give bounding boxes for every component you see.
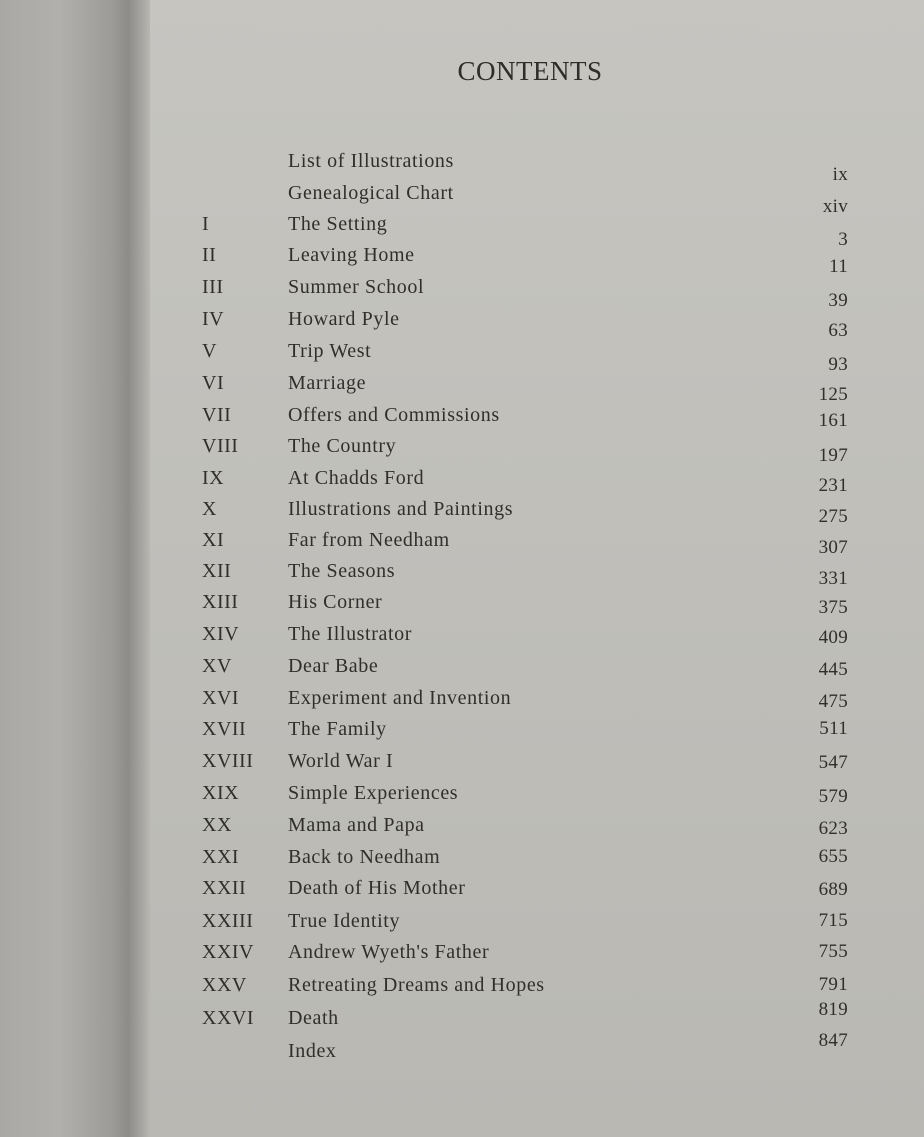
chapter-number: XIII bbox=[202, 591, 239, 613]
toc-entry bbox=[0, 782, 924, 814]
page-number: 11 bbox=[829, 256, 848, 277]
page-number: 231 bbox=[818, 475, 848, 496]
page-number: 275 bbox=[818, 506, 848, 527]
chapter-title: Death bbox=[288, 1007, 339, 1029]
chapter-number: XVII bbox=[202, 718, 247, 740]
toc-entry bbox=[0, 591, 924, 623]
page-number: ix bbox=[832, 164, 848, 185]
chapter-number: II bbox=[202, 244, 217, 266]
page-number: 375 bbox=[818, 597, 848, 618]
chapter-number: I bbox=[202, 213, 210, 235]
page-number: 547 bbox=[818, 752, 848, 773]
chapter-number: VIII bbox=[202, 435, 239, 457]
chapter-title: Simple Experiences bbox=[288, 782, 459, 804]
chapter-number: XXVI bbox=[202, 1007, 254, 1029]
chapter-number: XIX bbox=[202, 782, 240, 804]
chapter-title: Leaving Home bbox=[288, 244, 415, 266]
toc-entry bbox=[0, 1030, 924, 1072]
chapter-title: Summer School bbox=[288, 276, 425, 298]
page-number: 689 bbox=[818, 879, 848, 900]
toc-entry bbox=[0, 372, 924, 404]
toc-entry bbox=[0, 910, 924, 942]
chapter-number: VII bbox=[202, 404, 232, 426]
chapter-title: List of Illustrations bbox=[288, 150, 454, 172]
page-number: 475 bbox=[818, 691, 848, 712]
page-number: 39 bbox=[828, 290, 848, 311]
chapter-title: Index bbox=[288, 1040, 337, 1062]
toc-entry bbox=[0, 435, 924, 467]
chapter-title: Experiment and Invention bbox=[288, 687, 512, 709]
chapter-number: XI bbox=[202, 529, 225, 551]
toc-entry bbox=[0, 941, 924, 973]
toc-entry bbox=[0, 404, 924, 436]
page-number: 791 bbox=[818, 974, 848, 995]
chapter-number: XIV bbox=[202, 623, 240, 645]
chapter-number: VI bbox=[202, 372, 225, 394]
page-number: 445 bbox=[818, 659, 848, 680]
chapter-title: Trip West bbox=[288, 340, 372, 362]
chapter-title: Back to Needham bbox=[288, 846, 441, 868]
chapter-number: XVIII bbox=[202, 750, 254, 772]
toc-entry bbox=[0, 213, 924, 250]
toc-entry bbox=[0, 718, 924, 750]
toc-entry bbox=[0, 655, 924, 687]
page-number: 511 bbox=[819, 718, 848, 739]
chapter-number: XXII bbox=[202, 877, 247, 899]
chapter-number: V bbox=[202, 340, 217, 362]
page-number: 755 bbox=[818, 941, 848, 962]
chapter-title: Genealogical Chart bbox=[288, 182, 454, 204]
chapter-title: Mama and Papa bbox=[288, 814, 425, 836]
chapter-number: XXIII bbox=[202, 910, 254, 932]
page-number: 331 bbox=[818, 568, 848, 589]
page-number: 93 bbox=[828, 354, 848, 375]
page-number: 623 bbox=[818, 818, 848, 839]
chapter-title: Far from Needham bbox=[288, 529, 450, 551]
page-number: 125 bbox=[818, 384, 848, 405]
chapter-title: Dear Babe bbox=[288, 655, 379, 677]
chapter-title: The Setting bbox=[288, 213, 388, 235]
chapter-title: Marriage bbox=[288, 372, 367, 394]
page-number: 409 bbox=[818, 627, 848, 648]
chapter-title: The Seasons bbox=[288, 560, 396, 582]
page-number: 579 bbox=[818, 786, 848, 807]
chapter-number: IV bbox=[202, 308, 225, 330]
toc-entry bbox=[0, 814, 924, 846]
chapter-title: World War I bbox=[288, 750, 394, 772]
page-number: 307 bbox=[818, 537, 848, 558]
chapter-title: The Family bbox=[288, 718, 387, 740]
chapter-number: X bbox=[202, 498, 217, 520]
toc-entry bbox=[0, 560, 924, 592]
toc-entry bbox=[0, 877, 924, 909]
toc-entry bbox=[0, 276, 924, 311]
page-number: 715 bbox=[818, 910, 848, 931]
toc-entry bbox=[0, 340, 924, 375]
toc-entry bbox=[0, 687, 924, 719]
chapter-number: III bbox=[202, 276, 224, 298]
page-number: 655 bbox=[818, 846, 848, 867]
chapter-title: Illustrations and Paintings bbox=[288, 498, 514, 520]
toc-entry bbox=[0, 529, 924, 561]
page-number: 3 bbox=[838, 229, 848, 250]
toc-entry bbox=[0, 182, 924, 217]
chapter-title: Retreating Dreams and Hopes bbox=[288, 974, 545, 996]
toc-entry bbox=[0, 999, 924, 1039]
chapter-number: XXI bbox=[202, 846, 240, 868]
chapter-title: Howard Pyle bbox=[288, 308, 400, 330]
chapter-title: The Country bbox=[288, 435, 397, 457]
toc-entry bbox=[0, 750, 924, 782]
chapter-number: IX bbox=[202, 467, 225, 489]
chapter-title: At Chadds Ford bbox=[288, 467, 425, 489]
chapter-number: XVI bbox=[202, 687, 240, 709]
chapter-title: The Illustrator bbox=[288, 623, 412, 645]
toc-entry bbox=[0, 467, 924, 499]
toc-entry bbox=[0, 498, 924, 530]
page-number: 197 bbox=[818, 445, 848, 466]
chapter-title: True Identity bbox=[288, 910, 401, 932]
page-title: CONTENTS bbox=[457, 56, 603, 86]
toc-entry bbox=[0, 308, 924, 340]
chapter-number: XXIV bbox=[202, 941, 254, 963]
page-number: 847 bbox=[818, 1030, 848, 1051]
chapter-title: His Corner bbox=[288, 591, 383, 613]
chapter-number: XV bbox=[202, 655, 232, 677]
page-number: xiv bbox=[822, 196, 848, 217]
chapter-number: XII bbox=[202, 560, 232, 582]
chapter-title: Offers and Commissions bbox=[288, 404, 500, 426]
toc-entry bbox=[0, 974, 924, 1006]
page-number: 819 bbox=[818, 999, 848, 1020]
toc-entry bbox=[0, 623, 924, 655]
chapter-title: Death of His Mother bbox=[288, 877, 466, 899]
chapter-number: XX bbox=[202, 814, 232, 836]
page-number: 63 bbox=[828, 320, 848, 341]
toc-entry bbox=[0, 244, 924, 276]
chapter-title: Andrew Wyeth's Father bbox=[288, 941, 490, 963]
chapter-number: XXV bbox=[202, 974, 247, 996]
toc-entry bbox=[0, 846, 924, 878]
page-number: 161 bbox=[818, 410, 848, 431]
toc-entry bbox=[0, 150, 924, 185]
